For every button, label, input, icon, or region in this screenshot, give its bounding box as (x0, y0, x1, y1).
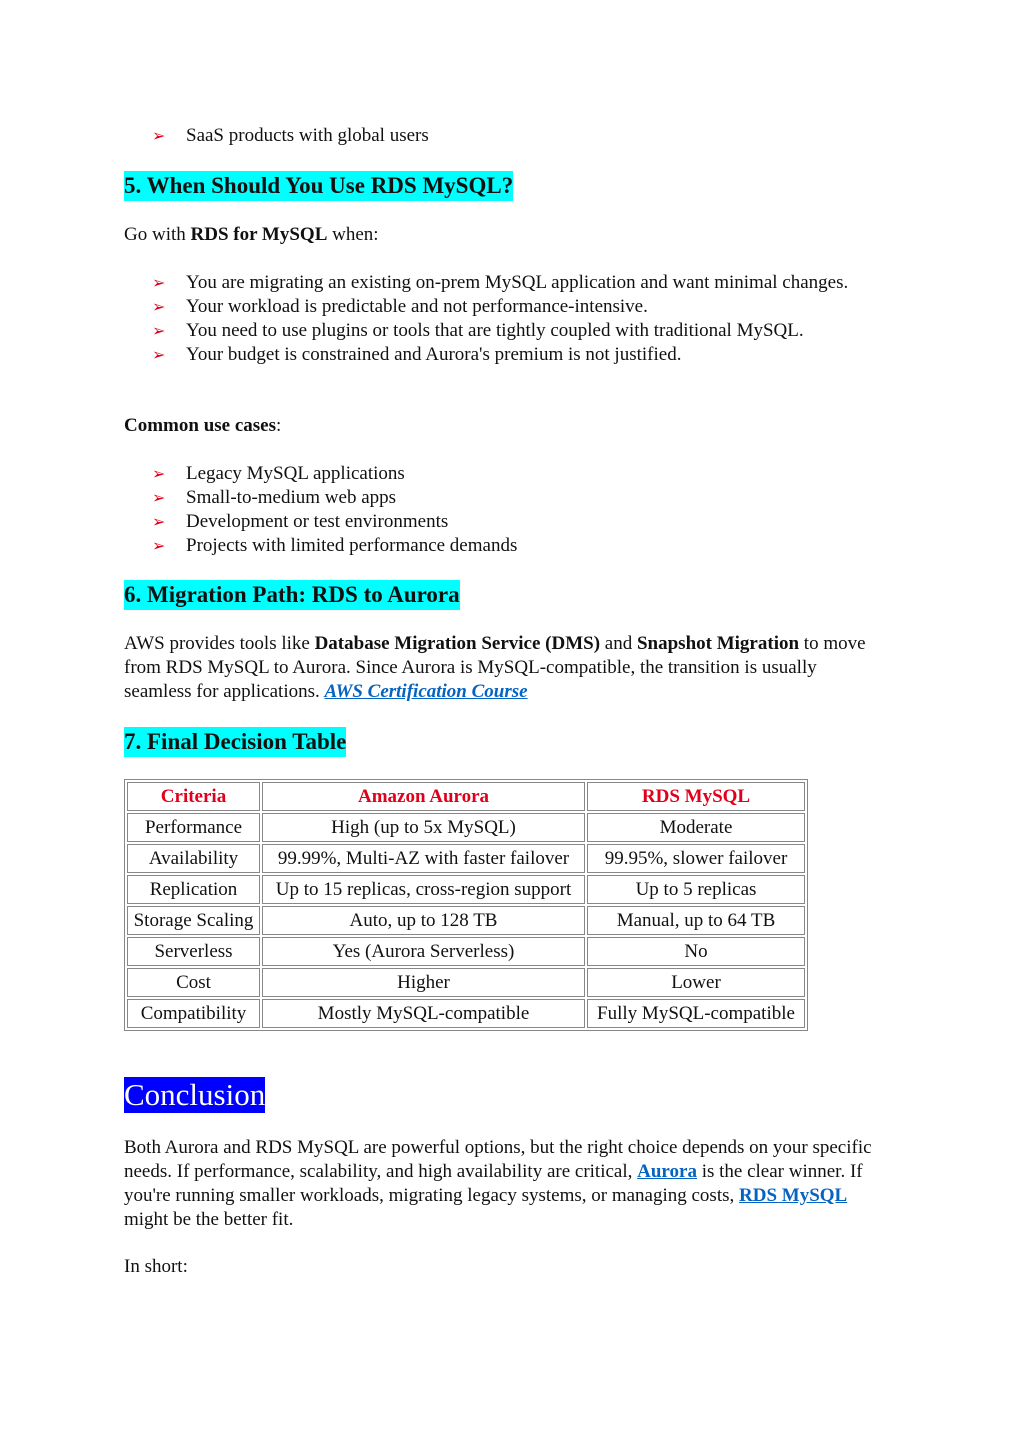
table-header-row (127, 782, 805, 811)
list-item: ➢ You are migrating an existing on-prem MySQL application and want minimal changes. (152, 272, 849, 293)
table-cell: Yes (Aurora Serverless) (262, 937, 585, 966)
list-item: ➢ Projects with limited performance demands (152, 535, 518, 556)
table-cell: Storage Scaling (127, 906, 260, 935)
column-header: Amazon Aurora (262, 782, 585, 811)
top-list (124, 124, 904, 148)
aws-certification-link[interactable]: AWS Certification Course (324, 681, 528, 702)
conclusion-paragraph: Both Aurora and RDS MySQL are powerful options, but the right choice depends on your specific needs. If performance, scalability, and high availability are critical, Aurora is the clear winner. If you're running smaller workloads, migrating legacy systems, or managing costs, RDS MySQL might be the better fit. (124, 1137, 872, 1230)
table-row (127, 906, 805, 935)
table-row (127, 844, 805, 873)
table-row (127, 937, 805, 966)
table-cell: Replication (127, 875, 260, 904)
table-cell: Manual, up to 64 TB (587, 906, 805, 935)
list-item: ➢ Development or test environments (152, 511, 449, 532)
table-cell: Availability (127, 844, 260, 873)
aurora-link[interactable]: Aurora (637, 1161, 697, 1182)
arrow-bullet-icon: ➢ (152, 273, 166, 292)
list-item: ➢ Your budget is constrained and Aurora's premium is not justified. (152, 344, 682, 365)
arrow-bullet-icon: ➢ (152, 126, 166, 145)
table-cell: Moderate (587, 813, 805, 842)
arrow-bullet-icon: ➢ (152, 536, 166, 555)
table-row (127, 999, 805, 1028)
column-header: Criteria (127, 782, 260, 811)
table-cell: Fully MySQL-compatible (587, 999, 805, 1028)
list-item: ➢ Your workload is predictable and not performance-intensive. (152, 296, 648, 317)
list-item: ➢ You need to use plugins or tools that are tightly coupled with traditional MySQL. (152, 320, 804, 341)
table-row (127, 813, 805, 842)
table-cell: Serverless (127, 937, 260, 966)
table-cell: Auto, up to 128 TB (262, 906, 585, 935)
table-cell: 99.99%, Multi-AZ with faster failover (262, 844, 585, 873)
arrow-bullet-icon: ➢ (152, 297, 166, 316)
table-cell: Performance (127, 813, 260, 842)
use-cases-list (124, 462, 864, 558)
table-cell: Cost (127, 968, 260, 997)
arrow-bullet-icon: ➢ (152, 488, 166, 507)
section-6-heading: 6. Migration Path: RDS to Aurora (124, 580, 460, 610)
section-5-intro: Go with RDS for MySQL when: (124, 224, 379, 245)
table-cell: Mostly MySQL-compatible (262, 999, 585, 1028)
table-cell: Up to 15 replicas, cross-region support (262, 875, 585, 904)
section-6-paragraph: AWS provides tools like Database Migration Service (DMS) and Snapshot Migration to move from RDS MySQL to Aurora. Since Aurora is MySQL-compatible, the transition is usually seamless for applications. AWS Certification Course (124, 633, 866, 702)
table-row (127, 875, 805, 904)
conclusion-heading: Conclusion (124, 1077, 266, 1112)
list-item: ➢ Legacy MySQL applications (152, 463, 405, 484)
arrow-bullet-icon: ➢ (152, 345, 166, 364)
in-short-text: In short: (124, 1256, 188, 1277)
table-row (127, 968, 805, 997)
table-cell: Up to 5 replicas (587, 875, 805, 904)
section-5-heading: 5. When Should You Use RDS MySQL? (124, 171, 513, 201)
list-item: ➢ Small-to-medium web apps (152, 487, 397, 508)
table-cell: Higher (262, 968, 585, 997)
decision-table-wrapper (124, 779, 808, 1031)
table-cell: Lower (587, 968, 805, 997)
table-cell: High (up to 5x MySQL) (262, 813, 585, 842)
table-cell: No (587, 937, 805, 966)
column-header: RDS MySQL (587, 782, 805, 811)
table-cell: 99.95%, slower failover (587, 844, 805, 873)
decision-table (124, 779, 808, 1031)
rds-mysql-link[interactable]: RDS MySQL (739, 1185, 848, 1206)
arrow-bullet-icon: ➢ (152, 512, 166, 531)
section-7-heading: 7. Final Decision Table (124, 727, 346, 757)
use-cases-label: Common use cases: (124, 415, 282, 436)
table-cell: Compatibility (127, 999, 260, 1028)
section-5-list (124, 271, 864, 367)
arrow-bullet-icon: ➢ (152, 321, 166, 340)
arrow-bullet-icon: ➢ (152, 464, 166, 483)
list-item: ➢ SaaS products with global users (152, 125, 429, 146)
